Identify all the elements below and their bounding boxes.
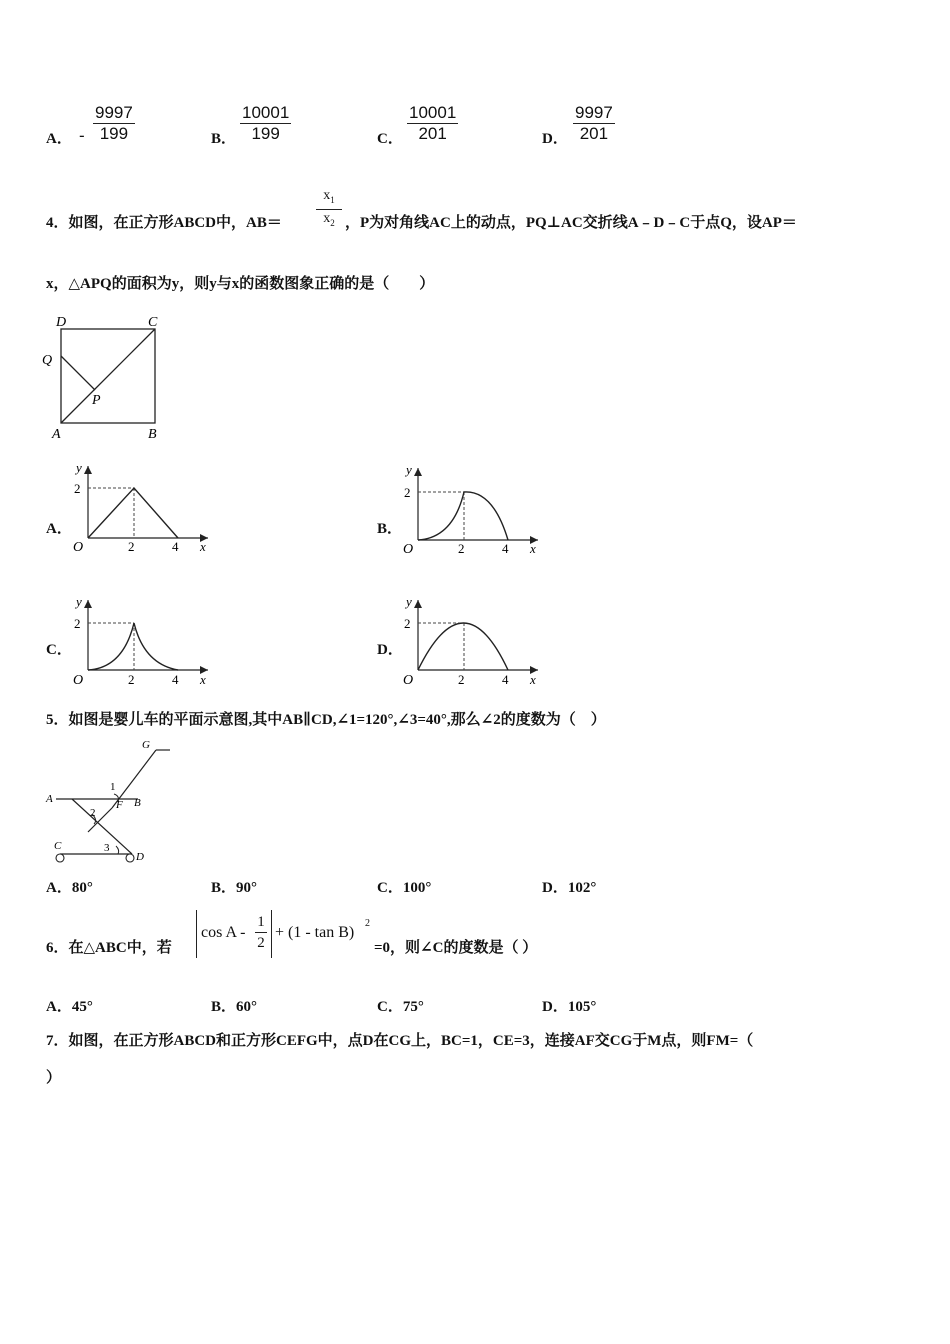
option-value: 60° — [236, 999, 258, 1015]
y-tick: 2 — [74, 481, 81, 496]
option-letter: C． — [377, 880, 403, 896]
y-label: y — [76, 460, 82, 475]
y-axis-arrow-icon — [84, 600, 92, 608]
q5-option-b[interactable] — [211, 876, 257, 897]
q4-option-c-letter[interactable]: C． — [46, 642, 72, 658]
label-d: D — [56, 315, 67, 330]
q6-half-fraction — [255, 912, 267, 953]
fraction-denominator: 199 — [99, 124, 129, 143]
label-angle-3: 3 — [104, 842, 110, 854]
diagonal-ac — [61, 329, 155, 423]
q6-absolute-value — [196, 910, 272, 958]
label-angle-1: 1 — [110, 781, 116, 793]
q5-stroller-figure — [42, 736, 182, 866]
frac-den-sub: 2 — [330, 217, 335, 228]
q4-square-figure — [40, 310, 170, 445]
origin-label: O — [73, 540, 84, 555]
q6-cos-term: cos A - — [201, 924, 246, 941]
q6-square-exponent: 2 — [365, 918, 370, 929]
q3-option-b-fraction — [240, 103, 291, 144]
option-letter: A． — [46, 880, 72, 896]
x-tick-2: 2 — [458, 541, 465, 556]
origin-label: O — [403, 542, 414, 557]
half-den: 2 — [257, 935, 265, 951]
q3-option-d-letter[interactable]: D． — [542, 131, 568, 147]
function-curve — [418, 623, 508, 670]
q6-option-a[interactable] — [46, 995, 93, 1016]
label-b: B — [134, 797, 141, 809]
label-a: A — [46, 793, 53, 805]
q7-line2: ） — [46, 1070, 62, 1086]
q4-line1-pre: 4．如图，在正方形ABCD中，AB＝ — [46, 215, 282, 231]
option-letter: D． — [542, 999, 568, 1015]
wheel-left-icon — [56, 854, 64, 862]
q4-option-b-letter[interactable]: B． — [377, 521, 403, 537]
option-value: 102° — [567, 880, 597, 896]
fraction-denominator: 201 — [579, 124, 609, 143]
origin-label: O — [73, 673, 84, 688]
option-letter: D． — [542, 880, 568, 896]
label-g: G — [142, 739, 150, 751]
y-label: y — [406, 594, 412, 609]
label-angle-2: 2 — [90, 807, 96, 819]
function-curve — [88, 488, 178, 538]
q4-option-d-letter[interactable]: D． — [377, 642, 403, 658]
q7-line1: 7．如图，在正方形ABCD和正方形CEFG中，点D在CG上，BC=1，CE=3，连接AF交CG于M点，则FM=（ — [46, 1033, 754, 1049]
q6-stem-post: =0，则∠C的度数是（ ） — [374, 940, 538, 956]
q5-option-d[interactable] — [542, 876, 596, 897]
option-value: 105° — [567, 999, 597, 1015]
fraction-numerator: 9997 — [95, 103, 133, 122]
frac-num: x — [323, 188, 331, 203]
function-curve — [418, 492, 508, 540]
q6-option-d[interactable] — [542, 995, 596, 1016]
x-tick-2: 2 — [458, 672, 465, 687]
q3-option-a-fraction — [93, 103, 135, 144]
option-value: 75° — [402, 999, 424, 1015]
fraction-numerator: 9997 — [575, 103, 613, 122]
q5-option-a[interactable] — [46, 876, 93, 897]
angle-3-arc — [116, 846, 119, 854]
x-tick-2: 2 — [128, 539, 135, 554]
label-f: F — [116, 799, 123, 811]
frac-den: x — [323, 210, 331, 226]
x-tick-4: 4 — [172, 672, 179, 687]
q3-option-d-fraction — [573, 103, 615, 144]
x-tick-4: 4 — [502, 541, 509, 556]
fraction-denominator: 199 — [251, 124, 280, 143]
q6-option-c[interactable] — [377, 995, 424, 1016]
option-value: 90° — [236, 880, 258, 896]
x-tick-4: 4 — [172, 539, 179, 554]
y-axis-arrow-icon — [84, 466, 92, 474]
label-c: C — [148, 315, 158, 330]
q3-option-c-letter[interactable]: C． — [377, 131, 403, 147]
x-label: x — [200, 672, 206, 687]
q5-option-c[interactable] — [377, 876, 431, 897]
q4-graph-d — [398, 592, 548, 692]
q4-graph-c — [68, 592, 218, 692]
option-value: 45° — [71, 999, 93, 1015]
y-axis-arrow-icon — [414, 468, 422, 476]
y-tick: 2 — [74, 616, 81, 631]
q3-option-a-sign: - — [79, 126, 85, 145]
y-label: y — [76, 594, 82, 609]
q4-line2: x，△APQ的面积为y，则y与x的函数图象正确的是（ ） — [46, 276, 435, 292]
y-axis-arrow-icon — [414, 600, 422, 608]
option-letter: C． — [377, 999, 403, 1015]
y-label: y — [406, 462, 412, 477]
y-tick: 2 — [404, 485, 411, 500]
fraction-numerator: 10001 — [242, 103, 290, 122]
label-a: A — [52, 427, 61, 442]
function-curve — [88, 623, 178, 670]
q4-option-a-letter[interactable]: A． — [46, 521, 72, 537]
option-letter: B． — [211, 999, 237, 1015]
q4-graph-b — [398, 460, 548, 560]
origin-label: O — [403, 673, 414, 688]
fraction-numerator: 10001 — [409, 103, 457, 122]
option-letter: B． — [211, 880, 237, 896]
q3-option-b-letter[interactable]: B． — [211, 131, 237, 147]
q6-stem-pre: 6．在△ABC中，若 — [46, 940, 172, 956]
y-tick: 2 — [404, 616, 411, 631]
wheel-right-icon — [126, 854, 134, 862]
label-p: P — [92, 393, 101, 408]
x-tick-2: 2 — [128, 672, 135, 687]
segment-pq — [61, 356, 95, 390]
q5-stem: 5．如图是婴儿车的平面示意图,其中AB∥CD,∠1=120°,∠3=40°,那么∠2的度数为（ ） — [46, 712, 606, 728]
x-label: x — [200, 539, 206, 554]
q6-tan-term: + (1 - tan B) — [275, 924, 355, 941]
option-value: 100° — [402, 880, 432, 896]
line-ad — [72, 799, 132, 854]
q3-option-c-fraction — [407, 103, 458, 144]
option-letter: A． — [46, 999, 72, 1015]
option-value: 80° — [71, 880, 93, 896]
label-d: D — [136, 851, 144, 863]
q6-option-b[interactable] — [211, 995, 257, 1016]
frac-num-sub: 1 — [330, 194, 335, 205]
fraction-denominator: 201 — [418, 124, 447, 143]
label-c: C — [54, 840, 62, 852]
q4-ab-fraction — [316, 187, 342, 232]
q3-option-a-letter[interactable]: A． — [46, 131, 72, 147]
x-label: x — [530, 541, 536, 556]
x-label: x — [530, 672, 536, 687]
label-q: Q — [42, 353, 53, 368]
half-num: 1 — [255, 912, 267, 933]
q4-graph-a — [68, 458, 218, 558]
label-b: B — [148, 427, 157, 442]
q4-line1-post: ，P为对角线AC上的动点，PQ⊥AC交折线A﹣D﹣C于点Q，设AP＝ — [345, 215, 797, 231]
x-tick-4: 4 — [502, 672, 509, 687]
